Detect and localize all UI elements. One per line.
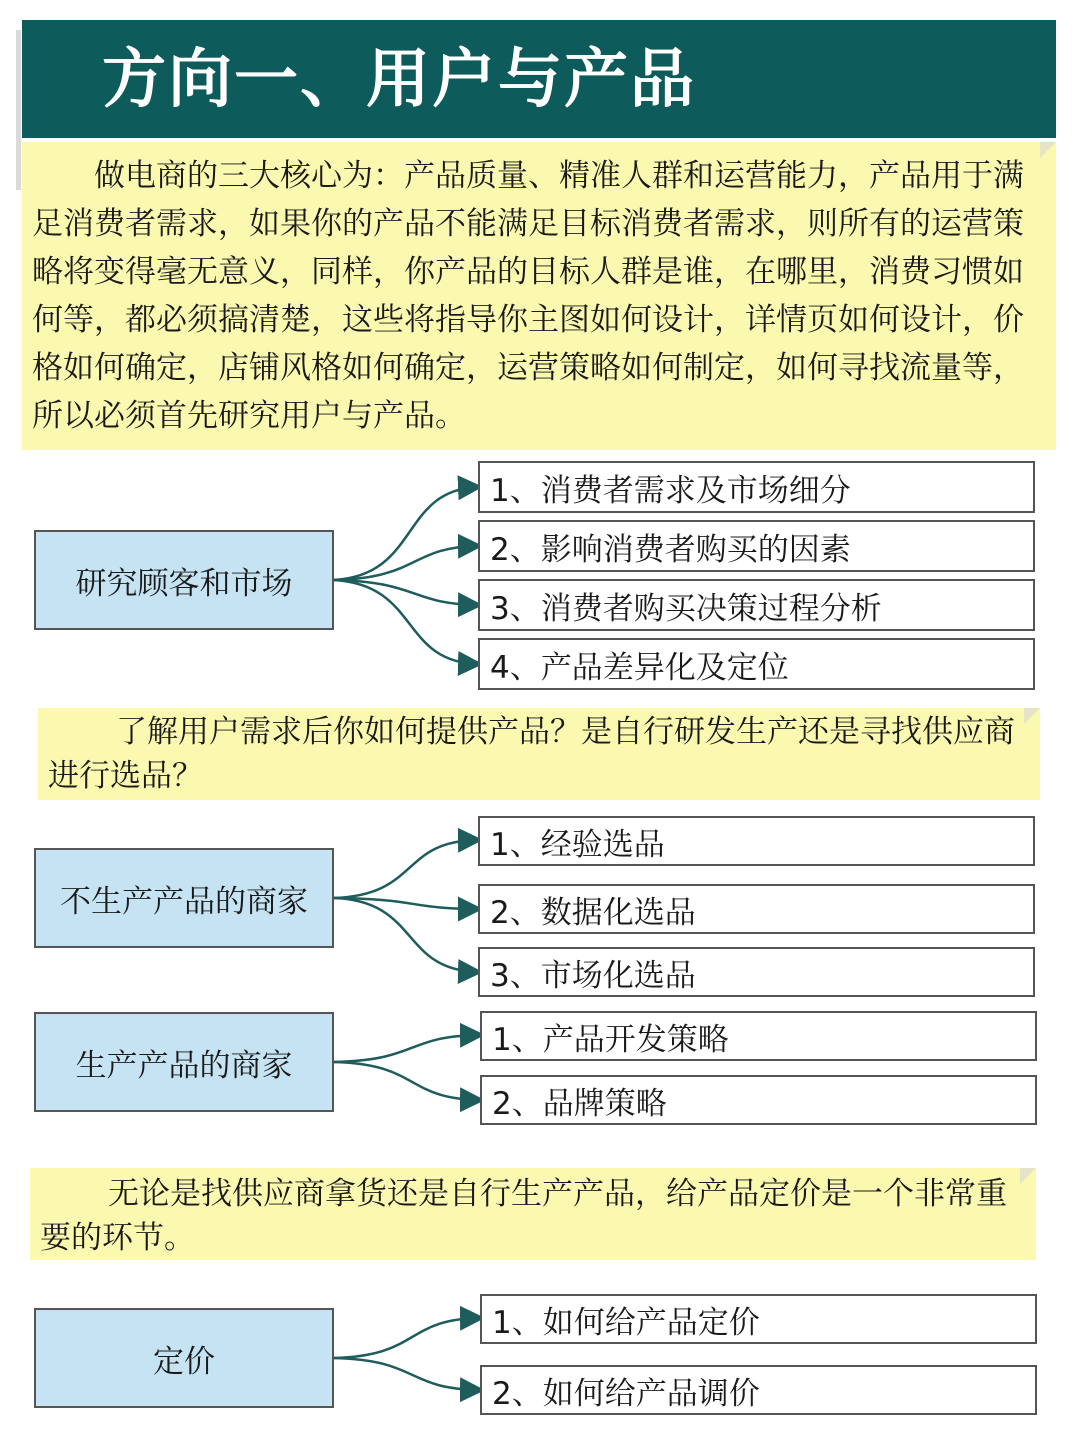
target-box — [478, 461, 1035, 513]
target-box — [478, 638, 1035, 690]
connector-g1-2 — [334, 546, 478, 580]
target-label: 3、市场化选品 — [490, 957, 696, 994]
target-box — [478, 884, 1035, 934]
supply-question-note — [38, 708, 1040, 800]
source-box-producing-sellers — [34, 1012, 334, 1112]
target-box — [480, 1294, 1037, 1344]
target-label: 1、经验选品 — [490, 826, 665, 863]
connector-g3-2 — [334, 1062, 480, 1100]
note-fold-corner — [1020, 1168, 1036, 1184]
connector-g3-1 — [334, 1035, 480, 1062]
connector-g4-2 — [334, 1358, 480, 1390]
connector-g1-4 — [334, 580, 478, 664]
source-label: 定价 — [153, 1343, 215, 1380]
target-label: 2、品牌策略 — [492, 1085, 667, 1122]
connector-g2-1 — [334, 840, 478, 898]
target-box — [478, 579, 1035, 631]
source-label: 生产产品的商家 — [75, 1047, 293, 1084]
source-label: 研究顾客和市场 — [75, 565, 293, 602]
pricing-note-text: 无论是找供应商拿货还是自行生产产品，给产品定价是一个非常重要的环节。 — [40, 1176, 1007, 1256]
page-title: 方向一、用户与产品 — [102, 43, 696, 117]
target-box — [480, 1075, 1037, 1125]
source-label: 不生产产品的商家 — [60, 883, 308, 920]
target-label: 2、如何给产品调价 — [492, 1375, 760, 1412]
target-label: 1、产品开发策略 — [492, 1021, 729, 1058]
note-fold-corner — [1024, 708, 1040, 724]
target-label: 4、产品差异化及定位 — [490, 649, 789, 686]
target-label: 1、如何给产品定价 — [492, 1304, 760, 1341]
target-box — [478, 520, 1035, 572]
intro-text: 做电商的三大核心为：产品质量、精准人群和运营能力，产品用于满足消费者需求，如果你的产品不能满足目标消费者需求，则所有的运营策略将变得毫无意义，同样，你产品的目标人群是谁，在哪里，消费习惯如何等，都必须搞清楚，这些将指导你主图如何设计，详情页如何设计，价格如何确定，店铺风格如何确定，运营策略如何制定，如何寻找流量等，所以必须首先研究用户与产品。 — [32, 158, 1024, 434]
source-box-pricing — [34, 1308, 334, 1408]
target-label: 2、数据化选品 — [490, 894, 696, 931]
target-label: 1、消费者需求及市场细分 — [490, 472, 851, 509]
target-box — [480, 1011, 1037, 1061]
target-box — [480, 1365, 1037, 1415]
source-box-research-customers — [34, 530, 334, 630]
target-label: 3、消费者购买决策过程分析 — [490, 590, 882, 627]
supply-question-text: 了解用户需求后你如何提供产品？是自行研发生产还是寻找供应商进行选品？ — [48, 714, 1015, 794]
target-box — [478, 816, 1035, 866]
source-box-non-producing-sellers — [34, 848, 334, 948]
target-box — [478, 947, 1035, 997]
pricing-note — [30, 1168, 1036, 1260]
connector-g4-1 — [334, 1318, 480, 1358]
target-label: 2、影响消费者购买的因素 — [490, 531, 851, 568]
